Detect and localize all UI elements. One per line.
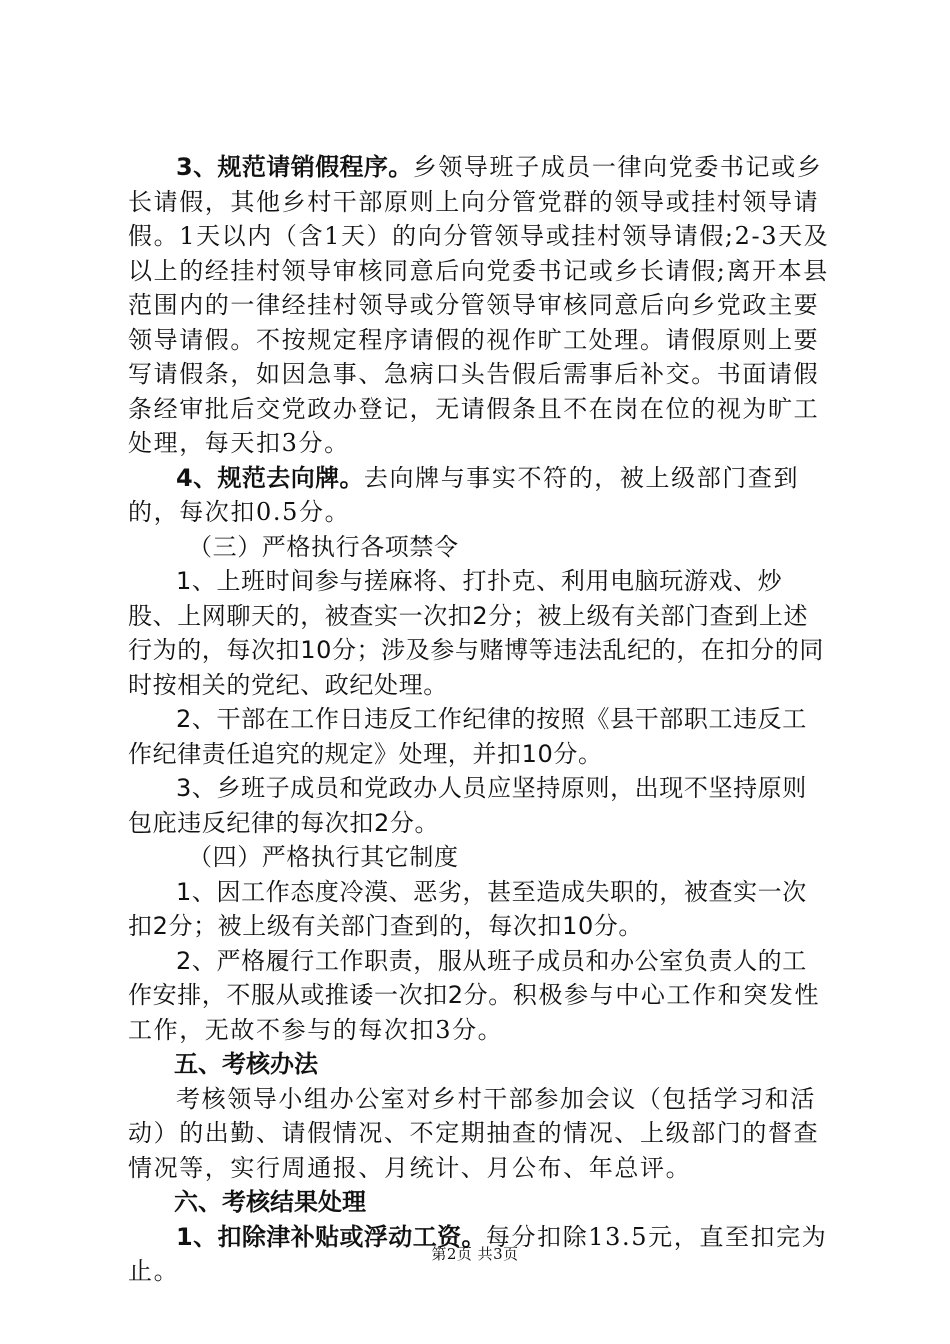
paragraph-prohibition-1: 1、上班时间参与搓麻将、打扑克、利用电脑玩游戏、炒股、上网聊天的，被查实一次扣2分；被上级有关部门查到上述行为的，每次扣10分；涉及参与赌博等违法乱纪的，在扣分的同时按相关的党纪、政纪处理。: [128, 567, 824, 699]
paragraph-lead: 2、严格履行工作职责，服从班子成员和办公室负责人的工作安排，不服从或推诿一次扣2分。: [128, 946, 807, 1009]
paragraph-prohibition-3: 3、乡班子成员和党政办人员应坚持原则，出现不坚持原则包庇违反纪律的每次扣2分。: [128, 774, 807, 837]
page-number-footer: 第2页 共3页: [431, 1245, 519, 1263]
paragraph-prohibition-2: 2、干部在工作日违反工作纪律的按照《县干部职工违反工作纪律责任追究的规定》处理，并扣10分。: [128, 705, 807, 768]
document-body: [128, 150, 830, 1289]
section-heading-assessment-method: 五、考核办法: [174, 1050, 318, 1078]
section-heading-result-handling: 六、考核结果处理: [174, 1188, 366, 1216]
section-heading-prohibitions: （三）严格执行各项禁令: [188, 532, 459, 561]
paragraph-lead: 1、扣除津补贴或浮动工资。: [176, 1222, 486, 1251]
paragraph-other-rule-2: [128, 944, 830, 1048]
section-heading-other-rules: （四）严格执行其它制度: [188, 843, 459, 871]
paragraph-lead: 4、规范去向牌。: [176, 463, 364, 492]
paragraph-lead: 3、规范请销假程序。: [176, 153, 413, 181]
paragraph-text: 乡领导班子成员一律向党委书记或乡长请假，其他乡村干部原则上向分管党群的领导或挂村领导请假。1天以内（含1天）的向分管领导或挂村领导请假;2-3天及以上的经挂村领导审核同意后向党委书记或乡长请假;离开本县范围内的一律经挂村领导或分管领导审核同意后向乡党政主要领导请假。不按规定程序请假的视作旷工处理。请假原则上要写请假条，如因急事、急病口头告假后需事后补交。书面请假条经审批后交党政办登记，无请假条且不在岗在位的视为旷工处理，每天扣3分。: [128, 153, 830, 457]
paragraph-text: 积极参与中心工作和突发性工作，无故不参与的每次扣3分。: [128, 981, 821, 1044]
paragraph-leave-procedure: [128, 150, 830, 461]
paragraph-text: 每分扣除13.5元，直至扣完为止。: [128, 1222, 828, 1285]
paragraph-whereabouts-board: [128, 461, 830, 530]
paragraph-other-rule-1: 1、因工作态度冷漠、恶劣，甚至造成失职的，被查实一次扣2分；被上级有关部门查到的，每次扣10分。: [128, 877, 807, 940]
paragraph-assessment-method: 考核领导小组办公室对乡村干部参加会议（包括学习和活动）的出勤、请假情况、不定期抽查的情况、上级部门的督查情况等，实行周通报、月统计、月公布、年总评。: [128, 1084, 820, 1182]
paragraph-text: 去向牌与事实不符的，被上级部门查到的，每次扣0.5分。: [128, 463, 800, 526]
